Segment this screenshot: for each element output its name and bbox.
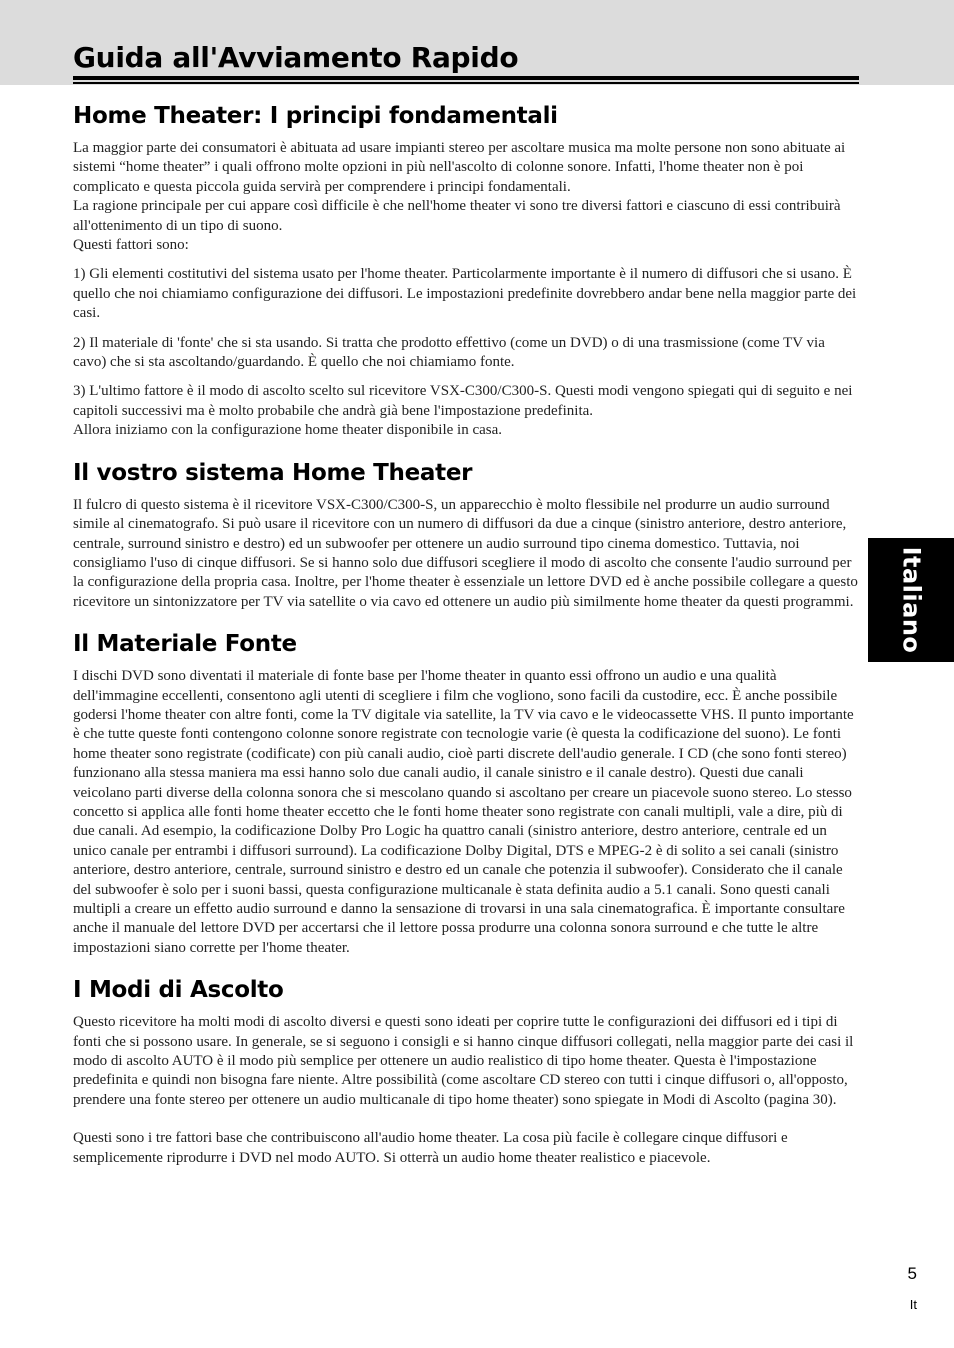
title-rule — [73, 76, 859, 80]
paragraph: Questo ricevitore ha molti modi di ascolto diversi e questi sono ideati per coprire tutte le configurazioni dei diffusori ed i tipi di fonti che si possono usare. In generale, se si seguono i consigli e si hanno cinque diffusori collegati, nella maggior parte dei casi il modo di ascolto AUTO è il modo più semplice per ottenere un audio realistico di tipo home theater. Questa è l'impostazione predefinita e quindi non bisogna fare niente. Altre possibilità (come ascoltare CD stereo con tutti i cinque diffusori o, all'opposto, prendere una fonte stereo per ottenere un audio multicanale di tipo home theater) sono spiegate in Modi di Ascolto (pagina 30). — [73, 1014, 854, 1108]
list-item: 2) Il materiale di 'fonte' che si sta usando. Si tratta che prodotto effettivo (come un DVD) o di una trasmissione (come TV via cavo) che si sta ascoltando/guardando. È quello che noi chiamiamo fonte. — [73, 334, 825, 371]
paragraph: Allora iniziamo con la configurazione home theater disponibile in casa. — [73, 422, 503, 439]
content — [73, 96, 861, 1168]
section-heading: Il vostro sistema Home Theater — [73, 459, 473, 486]
page-number: 5 — [907, 1264, 917, 1283]
section-heading: I Modi di Ascolto — [73, 977, 284, 1004]
list-item: 3) L'ultimo fattore è il modo di ascolto scelto sul ricevitore VSX-C300/C300-S. Questi modi vengono spiegati qui di seguito e nei capitoli successivi ma è molto probabile che andrà già bene l'impostazione predefinita. — [73, 383, 853, 419]
paragraph: La ragione principale per cui appare così difficile è che nell'home theater vi sono tre diversi fattori e ciascuno di essi contribuirà all'ottenimento di un tipo di suono. — [73, 198, 841, 234]
section-heading: Il Materiale Fonte — [73, 631, 297, 658]
section-home-theater-system — [73, 453, 861, 612]
paragraph: Il fulcro di questo sistema è il ricevitore VSX-C300/C300-S, un apparecchio è molto flessibile nel produrre un audio surround simile al cinematografo. Si può usare il ricevitore con un numero di diffusori da due a cinque (sinistro anteriore, destro anteriore, centrale, surround sinistro e destro) ed un subwoofer per ottenere un audio surround tipo cinema domestico. Tuttavia, noi consigliamo l'uso di cinque diffusori. Se si hanno solo due diffusori scegliere il modo di ascolto che consente l'audio surround per la configurazione della propria casa. Inoltre, per l'home theater è essenziale un lettore DVD ed è anche possibile collegare a questo ricevitore un sintonizzatore per TV via satellite o via cavo ed ottenere un audio più similmente home theater da questi programmi. — [73, 496, 858, 610]
section-home-theater-basics — [73, 96, 861, 441]
section-listening-modes — [73, 970, 861, 1168]
paragraph: I dischi DVD sono diventati il materiale di fonte base per l'home theater in quanto essi offrono un audio e una qualità dell'immagine eccellenti, consentono agli utenti di scegliere i film che vogliono, sono facili da custodire, ecc. È anche possibile godersi l'home theater con altre fonti, come la TV digitale via satellite, la TV via cavo e le videocassette VHS. Il punto importante è che tutte queste fonti contengono colonne sonore registrate con tecnologie varie (è questa la codificazione del suono). Le fonti home theater sono registrate (codificate) con più canali audio, cioè parti discrete dell'audio generale. I CD (che sono fonti stereo) funzionano alla stessa maniera ma essi hanno solo due canali audio, il canale sinistro e il canale destro). Questi due canali veicolano parti diverse della colonna sonora che si mescolano quando si ascoltano per creare un piacevole suono stereo. Lo stesso concetto si applica alle fonti home theater eccetto che le fonti home theater sono registrate con canali multipli, vale a dire, più di due canali. Ad esempio, la codificazione Dolby Pro Logic ha quattro canali (sinistro anteriore, destro anteriore, centrale ed un unico canale per entrambi i diffusori surround). La codificazione Dolby Digital, DTS e MPEG-2 è di solito a sei canali (sinistro anteriore, destro anteriore, centrale, surround sinistro e destro ed un canale che potenzia il subwoofer). Considerato che il canale del subwoofer è solo per i suoni bassi, questa configurazione multicanale è stata definita audio a 5.1 canali. Sono questi canali multipli a creare un effetto audio surround e danno la sensazione di trovarsi in una sala cinematografica. È importante consultare anche il manuale del lettore DVD per accertarsi che il lettore possa produrre una colonna sonora surround e che tutte le altre impostazioni siano corrette per l'home theater. — [73, 668, 854, 956]
language-code: It — [909, 1297, 917, 1312]
section-heading: Home Theater: I principi fondamentali — [73, 103, 558, 129]
list-item: 1) Gli elementi costitutivi del sistema usato per l'home theater. Particolarmente importante è il numero di diffusori che si usano. È quello che noi chiamiamo configurazione dei diffusori. Le impostazioni predefinite dovrebbero andar bene nella maggior parte dei casi. — [73, 266, 857, 322]
language-side-tab — [868, 538, 954, 662]
section-source-material — [73, 624, 861, 958]
paragraph: Questi fattori sono: — [73, 237, 189, 254]
side-tab-label: Italiano — [897, 546, 926, 654]
paragraph: Questi sono i tre fattori base che contribuiscono all'audio home theater. La cosa più facile è collegare cinque diffusori e semplicemente riprodurre i DVD nel modo AUTO. Si otterrà un audio home theater realistico e piacevole. — [73, 1130, 788, 1166]
title-rule-thin — [73, 82, 859, 84]
page-title: Guida all'Avviamento Rapido — [73, 41, 519, 74]
paragraph: La maggior parte dei consumatori è abituata ad usare impianti stereo per ascoltare musica ma molte persone non sono abituate ai sistemi “home theater” i quali offrono molte opzioni in più nell'ascolto di colonne sonore. Infatti, l'home theater non è poi complicato e questa piccola guida servirà per comprendere i principi fondamentali. — [73, 140, 846, 195]
